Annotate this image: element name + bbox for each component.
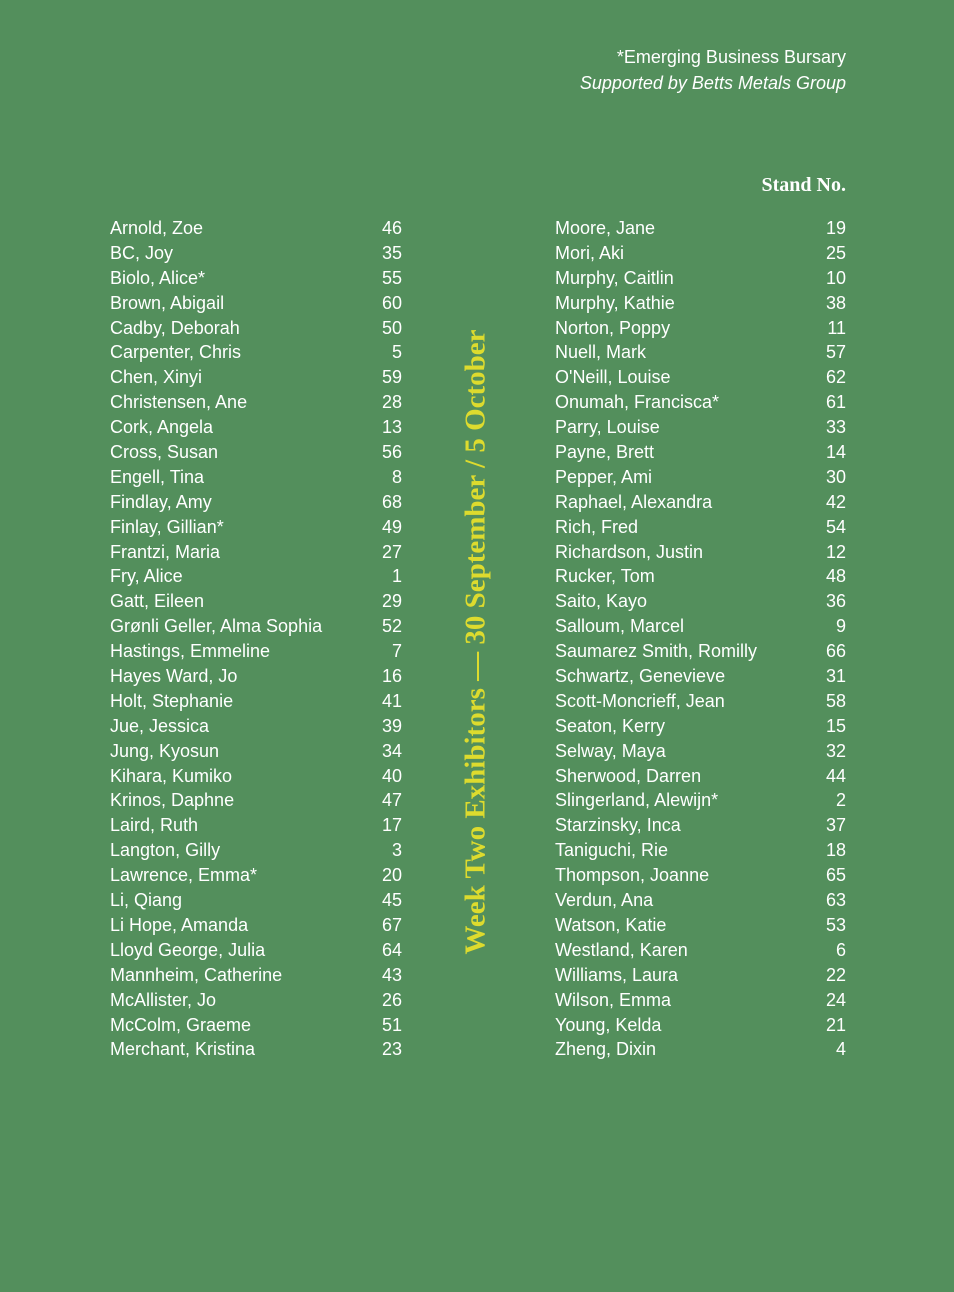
exhibitor-list-right — [555, 216, 846, 1062]
exhibitor-name: Wilson, Emma — [555, 989, 672, 1010]
stand-number: 1 — [391, 566, 402, 587]
stand-number: 62 — [825, 367, 846, 388]
exhibitor-row — [110, 888, 402, 913]
exhibitor-row — [110, 440, 402, 465]
exhibitor-name: Starzinsky, Inca — [555, 815, 681, 836]
exhibitor-row — [110, 913, 402, 938]
exhibitor-name: Moore, Jane — [555, 218, 656, 238]
exhibitor-name: Verdun, Ana — [555, 890, 654, 911]
stand-number: 25 — [825, 242, 846, 263]
stand-number: 49 — [381, 516, 402, 537]
exhibitor-name: Grønli Geller, Alma Sophia — [110, 616, 323, 637]
bursary-note-sponsor: Supported by Betts Metals Group — [579, 73, 846, 93]
exhibitor-row — [110, 216, 402, 241]
exhibitor-name: Hastings, Emmeline — [110, 641, 271, 662]
exhibitor-row — [555, 689, 846, 714]
exhibitor-name: Cork, Angela — [110, 417, 214, 438]
exhibitor-name: Nuell, Mark — [555, 342, 647, 363]
exhibitor-row — [555, 813, 846, 838]
stand-number-header: Stand No. — [761, 174, 846, 196]
stand-number: 41 — [381, 690, 402, 711]
exhibitor-row — [555, 515, 846, 540]
exhibitor-row — [110, 938, 402, 963]
exhibitor-row — [555, 241, 846, 266]
exhibitor-name: BC, Joy — [110, 242, 174, 263]
stand-number: 54 — [825, 516, 846, 537]
exhibitor-name: Onumah, Francisca* — [555, 392, 720, 413]
stand-number: 24 — [825, 989, 846, 1010]
stand-number: 47 — [381, 790, 402, 811]
stand-number: 19 — [825, 218, 846, 238]
exhibitor-name: Gatt, Eileen — [110, 591, 205, 612]
stand-number: 51 — [381, 1014, 402, 1035]
exhibitor-name: Zheng, Dixin — [555, 1039, 657, 1060]
stand-number: 35 — [381, 242, 402, 263]
exhibitor-row — [110, 515, 402, 540]
exhibitor-name: Cadby, Deborah — [110, 317, 240, 338]
exhibitor-name: Seaton, Kerry — [555, 715, 666, 736]
exhibitor-name: Findlay, Amy — [110, 491, 212, 512]
bursary-note — [580, 44, 846, 96]
stand-number: 2 — [835, 790, 846, 811]
stand-number: 8 — [391, 466, 402, 487]
exhibitor-row — [110, 988, 402, 1013]
stand-number: 32 — [825, 740, 846, 761]
exhibitor-row — [555, 316, 846, 341]
stand-number: 53 — [825, 914, 846, 935]
exhibitor-row — [110, 1037, 402, 1062]
exhibitor-name: Lawrence, Emma* — [110, 865, 258, 886]
stand-number: 30 — [825, 466, 846, 487]
stand-number: 4 — [835, 1039, 846, 1060]
stand-number: 36 — [825, 591, 846, 612]
exhibitor-name: Selway, Maya — [555, 740, 666, 761]
exhibitor-row — [555, 564, 846, 589]
exhibitor-name: Biolo, Alice* — [110, 267, 206, 288]
exhibitor-name: Li Hope, Amanda — [110, 914, 249, 935]
exhibitor-name: Young, Kelda — [555, 1014, 662, 1035]
exhibitor-row — [555, 365, 846, 390]
stand-number: 55 — [381, 267, 402, 288]
exhibitor-row — [555, 639, 846, 664]
exhibitor-row — [555, 863, 846, 888]
exhibitor-name: Williams, Laura — [555, 964, 679, 985]
exhibitor-list-left — [110, 216, 402, 1062]
exhibitor-row — [555, 963, 846, 988]
exhibitor-name: Engell, Tina — [110, 466, 205, 487]
stand-number: 28 — [381, 392, 402, 413]
stand-number: 12 — [825, 541, 846, 562]
stand-number: 29 — [381, 591, 402, 612]
stand-number: 64 — [381, 939, 402, 960]
exhibitor-name: Scott-Moncrieff, Jean — [555, 690, 725, 711]
stand-number: 21 — [825, 1014, 846, 1035]
exhibitor-row — [110, 589, 402, 614]
exhibitor-name: Fry, Alice — [110, 566, 183, 587]
stand-number: 7 — [391, 641, 402, 662]
exhibitor-row — [555, 589, 846, 614]
exhibitor-name: Murphy, Caitlin — [555, 267, 674, 288]
stand-number: 13 — [381, 417, 402, 438]
exhibitor-row — [555, 490, 846, 515]
exhibitor-row — [110, 813, 402, 838]
stand-number: 50 — [381, 317, 402, 338]
exhibitor-name: Krinos, Daphne — [110, 790, 235, 811]
exhibitor-name: Saumarez Smith, Romilly — [555, 641, 758, 662]
exhibitor-row — [555, 988, 846, 1013]
exhibitor-row — [555, 216, 846, 241]
exhibitor-name: Finlay, Gillian* — [110, 516, 224, 537]
exhibitor-row — [110, 390, 402, 415]
exhibitor-name: Christensen, Ane — [110, 392, 248, 413]
exhibitor-row — [555, 739, 846, 764]
stand-number: 42 — [825, 491, 846, 512]
exhibitor-row — [110, 764, 402, 789]
exhibitor-row — [110, 788, 402, 813]
stand-number: 27 — [381, 541, 402, 562]
exhibitor-row — [555, 390, 846, 415]
exhibitor-name: Li, Qiang — [110, 890, 183, 911]
exhibitor-row — [110, 490, 402, 515]
exhibitor-name: Parry, Louise — [555, 417, 660, 438]
exhibitor-row — [555, 714, 846, 739]
stand-number: 18 — [825, 840, 846, 861]
exhibitor-row — [110, 664, 402, 689]
exhibitor-row — [110, 241, 402, 266]
exhibitor-row — [110, 316, 402, 341]
stand-number: 11 — [827, 317, 846, 338]
exhibitor-row — [555, 440, 846, 465]
exhibitor-row — [555, 291, 846, 316]
exhibitor-name: Schwartz, Genevieve — [555, 666, 726, 687]
stand-number: 16 — [381, 666, 402, 687]
exhibitor-row — [110, 1013, 402, 1038]
stand-number: 48 — [825, 566, 846, 587]
stand-number: 56 — [381, 442, 402, 463]
exhibitor-name: Slingerland, Alewijn* — [555, 790, 719, 811]
stand-number: 14 — [825, 442, 846, 463]
exhibitor-name: Rich, Fred — [555, 516, 639, 537]
exhibitor-row — [110, 266, 402, 291]
exhibitor-row — [555, 913, 846, 938]
exhibitor-row — [110, 291, 402, 316]
stand-number: 34 — [381, 740, 402, 761]
exhibitor-row — [110, 614, 402, 639]
stand-number: 61 — [825, 392, 846, 413]
exhibitor-name: Kihara, Kumiko — [110, 765, 233, 786]
exhibitor-name: Taniguchi, Rie — [555, 840, 669, 861]
stand-number: 52 — [381, 616, 402, 637]
exhibitor-name: Mori, Aki — [555, 242, 625, 263]
exhibitor-row — [555, 788, 846, 813]
exhibitor-name: Murphy, Kathie — [555, 292, 675, 313]
exhibitor-name: Cross, Susan — [110, 442, 219, 463]
stand-number: 60 — [381, 292, 402, 313]
exhibitor-name: Carpenter, Chris — [110, 342, 242, 363]
stand-number: 3 — [391, 840, 402, 861]
stand-number: 9 — [835, 616, 846, 637]
exhibitor-row — [555, 1013, 846, 1038]
exhibitor-name: Salloum, Marcel — [555, 616, 685, 637]
stand-number: 45 — [381, 890, 402, 911]
exhibitor-name: Merchant, Kristina — [110, 1039, 256, 1060]
exhibitor-name: Jung, Kyosun — [110, 740, 220, 761]
vertical-title: Week Two Exhibitors — 30 September / 5 October — [459, 329, 492, 955]
exhibitor-row — [555, 540, 846, 565]
exhibitor-name: O'Neill, Louise — [555, 367, 671, 388]
exhibitor-row — [110, 564, 402, 589]
bursary-note-title: *Emerging Business Bursary — [616, 47, 846, 67]
exhibitor-name: Raphael, Alexandra — [555, 491, 713, 512]
exhibitor-name: Holt, Stephanie — [110, 690, 234, 711]
stand-number: 67 — [381, 914, 402, 935]
exhibitor-row — [110, 689, 402, 714]
exhibitor-row — [555, 664, 846, 689]
exhibitor-row — [110, 365, 402, 390]
exhibitor-row — [110, 540, 402, 565]
exhibitor-row — [110, 838, 402, 863]
stand-number: 39 — [381, 715, 402, 736]
stand-number: 31 — [825, 666, 846, 687]
stand-number: 10 — [825, 267, 846, 288]
exhibitor-name: Richardson, Justin — [555, 541, 704, 562]
exhibitor-name: Rucker, Tom — [555, 566, 655, 587]
exhibitor-name: McAllister, Jo — [110, 989, 217, 1010]
stand-number: 40 — [381, 765, 402, 786]
stand-number: 33 — [825, 417, 846, 438]
stand-number: 66 — [825, 641, 846, 662]
exhibitor-row — [555, 1037, 846, 1062]
exhibitor-row — [555, 764, 846, 789]
stand-number: 46 — [381, 218, 402, 238]
exhibitor-name: Westland, Karen — [555, 939, 688, 960]
stand-number: 37 — [825, 815, 846, 836]
stand-number: 23 — [381, 1039, 402, 1060]
stand-number: 22 — [825, 964, 846, 985]
exhibitor-name: Jue, Jessica — [110, 715, 210, 736]
exhibitor-row — [555, 415, 846, 440]
exhibitor-name: Langton, Gilly — [110, 840, 221, 861]
exhibitor-row — [555, 888, 846, 913]
stand-number: 17 — [381, 815, 402, 836]
exhibitor-name: Hayes Ward, Jo — [110, 666, 238, 687]
stand-number: 15 — [825, 715, 846, 736]
exhibitor-name: Laird, Ruth — [110, 815, 199, 836]
stand-number: 57 — [825, 342, 846, 363]
exhibitor-name: Chen, Xinyi — [110, 367, 203, 388]
exhibitor-row — [555, 938, 846, 963]
exhibitor-row — [555, 340, 846, 365]
exhibitor-row — [110, 714, 402, 739]
exhibitor-name: Frantzi, Maria — [110, 541, 221, 562]
exhibitor-row — [110, 639, 402, 664]
stand-number: 20 — [381, 865, 402, 886]
stand-number: 5 — [391, 342, 402, 363]
exhibitor-row — [555, 266, 846, 291]
exhibitor-name: McColm, Graeme — [110, 1014, 252, 1035]
exhibitor-row — [555, 838, 846, 863]
exhibitor-row — [555, 465, 846, 490]
exhibitor-row — [110, 415, 402, 440]
stand-number: 59 — [381, 367, 402, 388]
exhibitor-name: Norton, Poppy — [555, 317, 671, 338]
exhibitor-name: Sherwood, Darren — [555, 765, 702, 786]
stand-number: 6 — [835, 939, 846, 960]
exhibitor-name: Mannheim, Catherine — [110, 964, 283, 985]
exhibitor-name: Arnold, Zoe — [110, 218, 204, 238]
exhibitor-name: Brown, Abigail — [110, 292, 225, 313]
exhibitor-name: Lloyd George, Julia — [110, 939, 266, 960]
exhibitor-name: Pepper, Ami — [555, 466, 653, 487]
exhibitor-row — [110, 739, 402, 764]
exhibitor-name: Thompson, Joanne — [555, 865, 710, 886]
exhibitor-name: Payne, Brett — [555, 442, 655, 463]
exhibitor-row — [110, 340, 402, 365]
stand-number: 63 — [825, 890, 846, 911]
stand-number: 65 — [825, 865, 846, 886]
exhibitor-name: Watson, Katie — [555, 914, 667, 935]
stand-number: 68 — [381, 491, 402, 512]
exhibitor-row — [110, 863, 402, 888]
stand-number: 38 — [825, 292, 846, 313]
stand-number: 44 — [825, 765, 846, 786]
stand-number: 26 — [381, 989, 402, 1010]
exhibitor-row — [555, 614, 846, 639]
stand-number: 43 — [381, 964, 402, 985]
exhibitor-row — [110, 465, 402, 490]
exhibitor-row — [110, 963, 402, 988]
stand-number: 58 — [825, 690, 846, 711]
exhibitor-name: Saito, Kayo — [555, 591, 648, 612]
